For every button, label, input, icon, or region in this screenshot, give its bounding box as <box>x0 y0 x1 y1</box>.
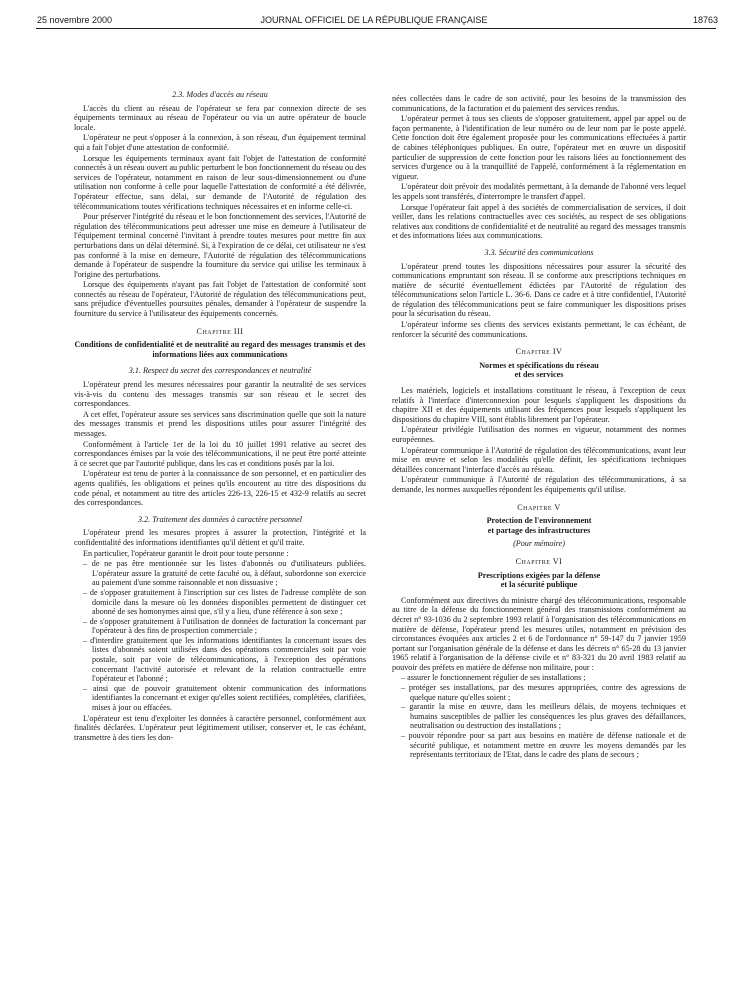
list-item: – pouvoir répondre pour sa part aux besoins en matière de défense nationale et de sécurité publique, et notamment mettre en œuvre les moyens demandés par les représentants territoriaux de l'Etat, dans le cadre des plans de secours ; <box>392 731 686 760</box>
section-3-3-title: 3.3. Sécurité des communications <box>484 247 594 257</box>
list-item: – de s'opposer gratuitement à l'utilisation de données de facturation la concernant par l'opérateur à des fins de prospection commerciale ; <box>74 617 366 636</box>
header-page-number: 18763 <box>692 15 718 25</box>
paragraph: L'opérateur prend toutes les dispositions nécessaires pour assurer la sécurité des communications empruntant son réseau. Il se conforme aux prescriptions techniques en matière de sécurité éventuellement édictées par l'Autorité de régulation des télécommunications selon l'article L. 36-6. Dans ce cadre et à titre confidentiel, l'Autorité de régulation des télécommunications peut se faire communiquer les dispositions prises pour la sécurisation du réseau. <box>392 261 686 319</box>
chapter-4-label: Chapitre IV <box>515 347 563 357</box>
rights-list <box>74 559 366 713</box>
chapter-3-label: Chapitre III <box>196 326 244 336</box>
section-2-3-title: 2.3. Modes d'accès au réseau <box>172 90 268 99</box>
paragraph: A cet effet, l'opérateur assure ses services sans discrimination quelle que soit la nature des messages transmis et prend les dispositions utiles pour assurer l'intégrité des messages. <box>74 409 366 438</box>
chapter-5-title-line1: Protection de l'environnement <box>486 516 592 526</box>
paragraph: Pour préserver l'intégrité du réseau et le bon fonctionnement des services, l'Autorité de régulation des télécommunications peut adresser une mise en demeure à l'utilisateur de l'équipement terminal concerné l'invitant à prendre toutes mesures pour mettre fin aux perturbations dans un délai déterminé. Si, à l'expiration de ce délai, cet utilisateur ne s'est pas conformé à la mise en demeure, l'Autorité de régulation des télécommunications demande à l'opérateur de suspendre la fourniture du service qui utilise les terminaux à l'origine des perturbations. <box>74 212 366 279</box>
paragraph: L'opérateur communique à l'Autorité de régulation des télécommunications, avant leur mise en œuvre et selon les modalités qu'elle définit, les spécifications techniques détaillées concernant l'interface d'accès au réseau. <box>392 445 686 474</box>
paragraph: Lorsque l'opérateur fait appel à des sociétés de commercialisation de services, il doit veiller, dans les relations contractuelles avec ces sociétés, au respect de ses obligations relatives aux conditions de confidentialité et de neutralité au regard des messages transmis et des informations liées aux communications. <box>392 202 686 241</box>
header-journal-title: JOURNAL OFFICIEL DE LA RÉPUBLIQUE FRANÇAISE <box>260 15 488 25</box>
paragraph: L'opérateur doit prévoir des modalités permettant, à la demande de l'abonné vers lequel les appels sont transférés, d'interrompre le transfert d'appel. <box>392 182 686 201</box>
defense-measures-list <box>392 673 686 759</box>
list-item: – assurer le fonctionnement régulier de ses installations ; <box>392 673 686 683</box>
paragraph: L'accès du client au réseau de l'opérateur se fera par connexion directe de ses équipements terminaux au réseau de l'opérateur ou via un autre opérateur de boucle locale. <box>74 103 366 132</box>
header-rule <box>36 28 716 29</box>
header-date: 25 novembre 2000 <box>37 15 113 25</box>
paragraph: Les matériels, logiciels et installations constituant le réseau, à l'exception de ceux relatifs à l'interface d'interconnexion pour lesquels s'appliquent les dispositions du chapitre XII et des équipements utilisant des fréquences pour lesquels s'appliquent les dispositions du chapitre VIII, sont établis librement par l'opérateur. <box>392 386 686 424</box>
right-column <box>392 94 686 761</box>
list-item: – de ne pas être mentionnée sur les listes d'abonnés ou d'utilisateurs publiées. L'opérateur assure la gratuité de cette faculté ou, à défaut, subordonne son exercice au paiement d'une somme raisonnable et non dissuasive ; <box>74 559 366 588</box>
paragraph: L'opérateur prend les mesures propres à assurer la protection, l'intégrité et la confidentialité des informations identifiantes qu'il détient et qu'il traite. <box>74 528 366 547</box>
chapter-6-title-line2: et la sécurité publique <box>500 580 578 590</box>
paragraph: L'opérateur prend les mesures nécessaires pour garantir la neutralité de ses services vis-à-vis du contenu des messages transmis sur son réseau et le secret des correspondances. <box>74 380 366 409</box>
paragraph: L'opérateur privilégie l'utilisation des normes en vigueur, notamment des normes européennes. <box>392 425 686 444</box>
list-item: – protéger ses installations, par des mesures appropriées, contre des agressions de quelque nature qu'elles soient ; <box>392 683 686 702</box>
list-item: – ainsi que de pouvoir gratuitement obtenir communication des informations identifiantes la concernant et exiger qu'elles soient rectifiées, complétées, clarifiées, mises à jour ou effacées. <box>74 684 366 713</box>
chapter-3-title: Conditions de confidentialité et de neutralité au regard des messages transmis et des informations liées aux communications <box>74 340 366 359</box>
list-item: – d'interdire gratuitement que les informations identifiantes la concernant issues des listes d'abonnés soient utilisées dans des opérations commerciales soit par voie postale, soit par voie de télécommunications, à l'exception des opérations concernant l'activité autorisée et relevant de la relation contractuelle entre l'opérateur et l'abonné ; <box>74 636 366 684</box>
paragraph: L'opérateur est tenu d'exploiter les données à caractère personnel, conformément aux finalités déclarées. L'opérateur peut légitimement utiliser, conserver et, le cas échéant, transmettre à des tiers les don- <box>74 713 366 742</box>
chapter-6-title-line1: Prescriptions exigées par la défense <box>477 570 601 580</box>
left-column <box>74 90 366 743</box>
paragraph: Lorsque les équipements terminaux ayant fait l'objet de l'attestation de conformité connectés à un réseau ouvert au public perturbent le bon fonctionnement du réseau ou des services de l'opérateur, notamment en raison de leur sous-dimensionnement ou d'une utilisation non conforme à celle pour laquelle l'attestation de conformité a été délivrée, l'opérateur effectue, sans délai, sur demande de l'Autorité de régulation des télécommunications toutes vérifications techniques nécessaires et en informe celle-ci. <box>74 153 366 211</box>
paragraph: L'opérateur communique à l'Autorité de régulation des télécommunications, à sa demande, les normes auxquelles répondent les équipements qu'il utilise. <box>392 475 686 494</box>
section-3-2-title: 3.2. Traitement des données à caractère personnel <box>138 514 302 524</box>
paragraph: L'opérateur est tenu de porter à la connaissance de son personnel, et en particulier des agents qualifiés, les obligations et peines qu'ils encourent au titre des dispositions du code pénal, et notamment au titre des articles 226-13, 226-15 et 432-9 relatifs au secret des correspondances. <box>74 469 366 508</box>
chapter-4-title-line2: et des services <box>514 370 564 380</box>
chapter-4-title-line1: Normes et spécifications du réseau <box>479 360 599 370</box>
chapter-5-title-line2: et partage des infrastructures <box>487 525 591 535</box>
chapter-6-label: Chapitre VI <box>515 556 563 566</box>
list-item: – de s'opposer gratuitement à l'inscription sur ces listes de l'adresse complète de son domicile dans la mesure où les données disponibles permettent de distinguer cet abonné de ses homonymes ainsi que, s'il y a lieu, d'une référence à son sexe ; <box>74 588 366 617</box>
section-3-1-title: 3.1. Respect du secret des correspondances et neutralité <box>128 366 312 376</box>
paragraph: Conformément à l'article 1er de la loi du 10 juillet 1991 relative au secret des correspondances émises par la voie des télécommunications, il ne peut être porté atteinte à ce secret que par l'autorité publique, dans les cas et conditions posés par la loi. <box>74 439 366 468</box>
paragraph: L'opérateur ne peut s'opposer à la connexion, à son réseau, d'un équipement terminal qui a fait l'objet d'une attestation de conformité. <box>74 133 366 152</box>
paragraph: Lorsque des équipements n'ayant pas fait l'objet de l'attestation de conformité sont connectés au réseau de l'opérateur, l'Autorité de régulation des télécommunications peut, sans préjudice d'éventuelles poursuites pénales, demander à l'opérateur de suspendre la fourniture du service à l'utilisateur des équipements concernés. <box>74 280 366 319</box>
paragraph: L'opérateur permet à tous ses clients de s'opposer gratuitement, appel par appel ou de façon permanente, à l'identification de leur numéro ou de leur nom par le poste appelé. Cette fonction doit être également proposée pour les communications effectuées à partir de cabines téléphoniques publiques. En outre, l'opérateur met en œuvre un dispositif particulier de suppression de cette fonction pour les raisons liées au fonctionnement des services d'urgence ou à la tranquillité de l'appelé, conformément à la réglementation en vigueur. <box>392 114 686 181</box>
paragraph: L'opérateur informe ses clients des services existants permettant, le cas échéant, de renforcer la sécurité des communications. <box>392 320 686 339</box>
paragraph: Conformément aux directives du ministre chargé des télécommunications, responsable au titre de la défense du fonctionnement général des transmissions conformément au décret n° 93-1036 du 2 septembre 1993 relatif à l'organisation des télécommunications en matière de défense, l'opérateur prend les mesures utiles, notamment en prévision des circonstances évoquées aux articles 2 et 6 de l'ordonnance n° 59-147 du 7 janvier 1959 portant sur l'organisation générale de la défense et dans les décrets n° 65-28 du 13 janvier 1965 relatif à l'organisation de la défense civile et n° 83-321 du 20 avril 1983 relatif au pouvoir des préfets en matière de défense non militaire, pour : <box>392 595 686 672</box>
chapter-5-label: Chapitre V <box>517 502 561 512</box>
list-item: – garantir la mise en œuvre, dans les meilleurs délais, de moyens techniques et humains susceptibles de pallier les conséquences les plus graves des défaillances, neutralisation ou destruction des installations ; <box>392 702 686 731</box>
paragraph: nées collectées dans le cadre de son activité, pour les besoins de la transmission des communications, de la facturation et du paiement des services rendus. <box>392 94 686 113</box>
chapter-5-note: (Pour mémoire) <box>513 539 565 549</box>
page-header <box>0 15 748 27</box>
paragraph: En particulier, l'opérateur garantit le droit pour toute personne : <box>83 548 289 558</box>
